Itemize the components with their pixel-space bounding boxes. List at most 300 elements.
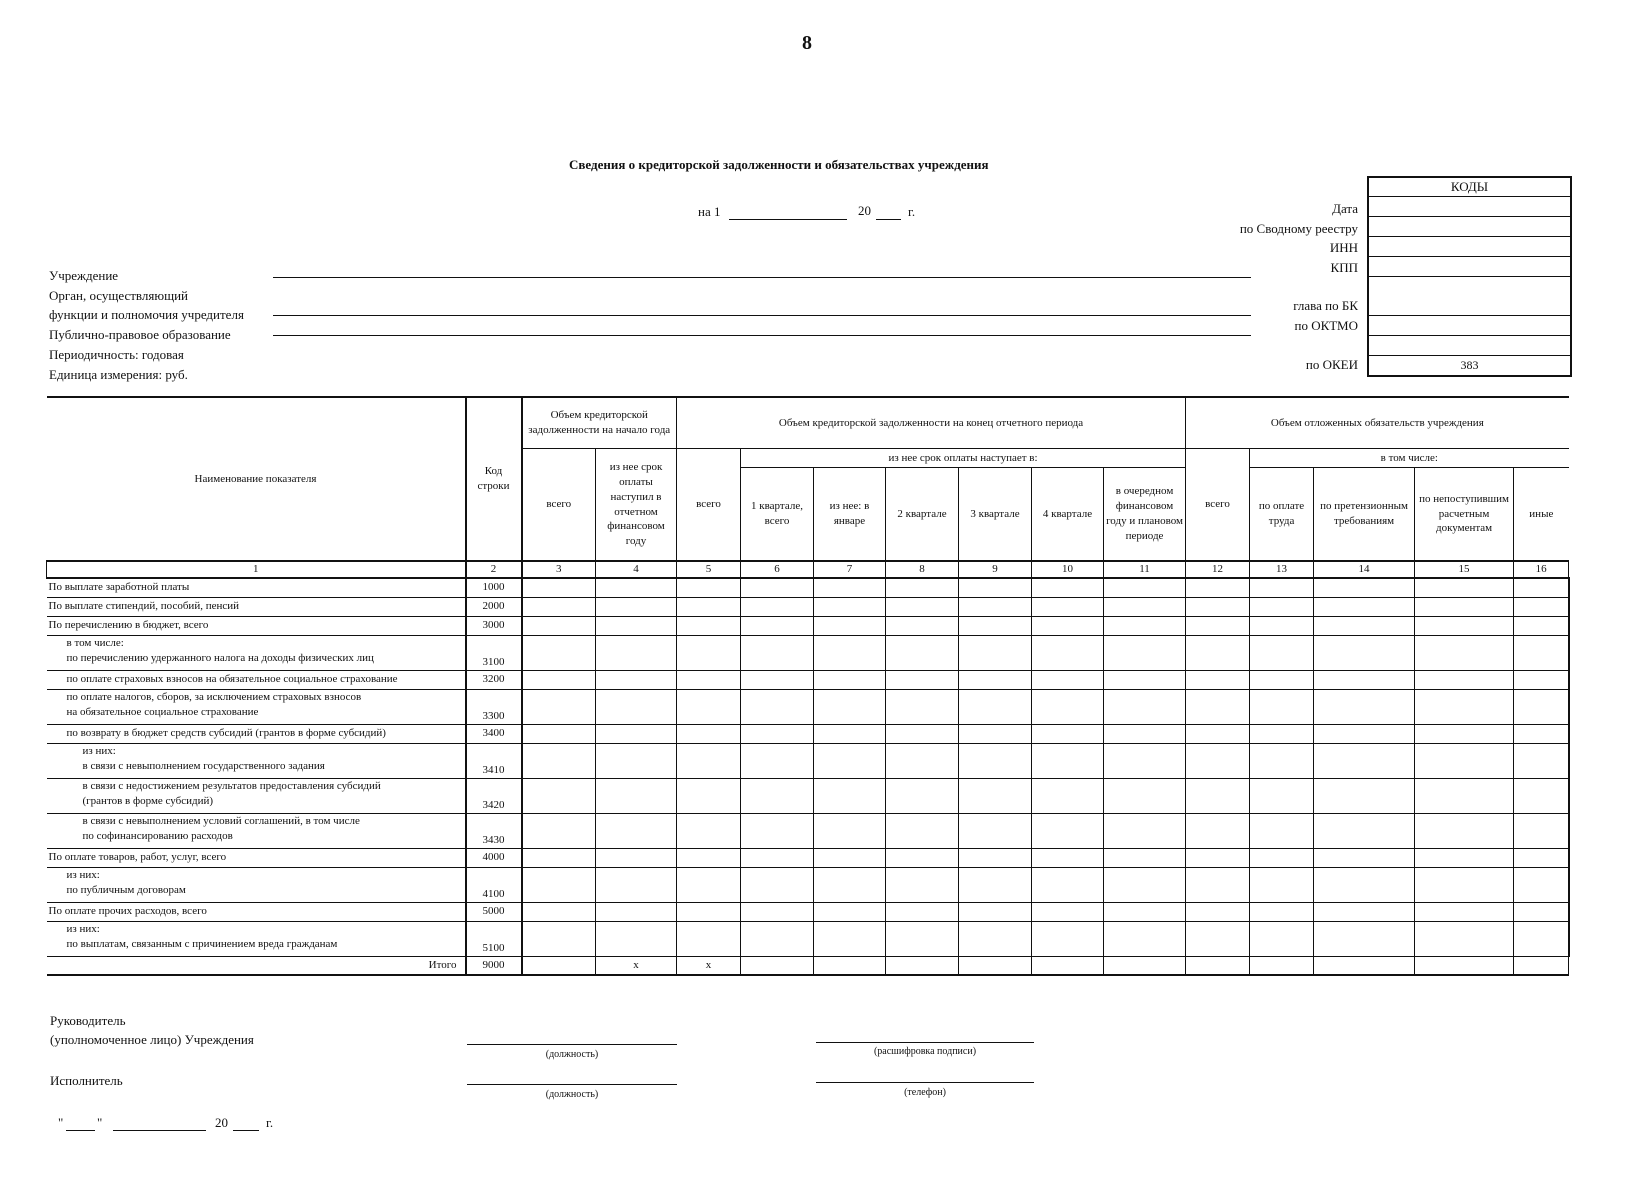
value-cell[interactable] <box>1314 778 1415 813</box>
value-cell[interactable] <box>886 689 959 724</box>
total-cell[interactable] <box>886 956 959 975</box>
value-cell[interactable] <box>1104 635 1186 670</box>
value-cell[interactable] <box>1314 848 1415 867</box>
value-cell[interactable] <box>1314 867 1415 902</box>
value-cell[interactable] <box>1104 848 1186 867</box>
value-cell[interactable] <box>1250 813 1314 848</box>
value-cell[interactable] <box>1415 813 1514 848</box>
value-cell[interactable] <box>677 902 741 921</box>
header-q4: 4 квартале <box>1032 468 1104 562</box>
value-cell[interactable] <box>814 743 886 778</box>
institution-field[interactable] <box>273 277 1251 278</box>
column-number: 5 <box>677 561 741 578</box>
total-code: 9000 <box>466 956 522 975</box>
value-cell[interactable] <box>959 743 1032 778</box>
value-cell[interactable] <box>1032 597 1104 616</box>
value-cell[interactable] <box>1032 578 1104 598</box>
value-cell[interactable] <box>959 867 1032 902</box>
value-cell[interactable] <box>1186 778 1250 813</box>
value-cell[interactable] <box>596 616 677 635</box>
value-cell[interactable] <box>1032 670 1104 689</box>
date-year-prefix: 20 <box>858 203 871 218</box>
value-cell[interactable] <box>741 743 814 778</box>
value-cell[interactable] <box>522 724 596 743</box>
value-cell[interactable] <box>1514 724 1569 743</box>
value-cell[interactable] <box>596 743 677 778</box>
date-year-field[interactable] <box>876 219 901 220</box>
label-kpp: КПП <box>1330 260 1358 275</box>
value-cell[interactable] <box>886 902 959 921</box>
value-cell[interactable] <box>741 670 814 689</box>
executor-phone-field[interactable] <box>816 1082 1034 1083</box>
table-row <box>47 867 1569 902</box>
column-number: 7 <box>814 561 886 578</box>
value-cell[interactable] <box>741 867 814 902</box>
label-head: Руководитель <box>50 1013 126 1028</box>
value-cell[interactable] <box>1104 921 1186 956</box>
row-name-text: По выплате заработной платы <box>48 581 190 594</box>
header-name: Наименование показателя <box>47 397 466 561</box>
value-cell[interactable] <box>886 743 959 778</box>
value-cell[interactable] <box>1514 902 1569 921</box>
value-cell[interactable] <box>1314 743 1415 778</box>
label-okei: по ОКЕИ <box>1305 357 1358 372</box>
value-cell[interactable] <box>1514 848 1569 867</box>
value-cell[interactable] <box>1104 616 1186 635</box>
value-cell[interactable] <box>596 921 677 956</box>
value-cell[interactable] <box>677 670 741 689</box>
value-cell[interactable] <box>886 670 959 689</box>
value-cell[interactable] <box>741 778 814 813</box>
value-cell[interactable] <box>1415 902 1514 921</box>
label-public-entity: Публично-правовое образование <box>49 327 231 342</box>
table-row <box>47 724 1569 743</box>
row-code: 5000 <box>466 902 522 921</box>
value-cell[interactable] <box>741 813 814 848</box>
value-cell[interactable] <box>596 902 677 921</box>
value-cell[interactable] <box>814 635 886 670</box>
code-empty-field[interactable] <box>1369 336 1570 356</box>
value-cell[interactable] <box>741 921 814 956</box>
value-cell[interactable] <box>1415 635 1514 670</box>
value-cell[interactable] <box>1032 778 1104 813</box>
value-cell[interactable] <box>677 813 741 848</box>
value-cell[interactable] <box>522 743 596 778</box>
value-cell[interactable] <box>1032 689 1104 724</box>
value-cell[interactable] <box>522 848 596 867</box>
value-cell[interactable] <box>522 689 596 724</box>
value-cell[interactable] <box>1250 616 1314 635</box>
table-row <box>47 902 1569 921</box>
value-cell[interactable] <box>1186 724 1250 743</box>
value-cell[interactable] <box>1186 813 1250 848</box>
row-code: 1000 <box>466 578 522 598</box>
column-number: 6 <box>741 561 814 578</box>
column-number: 16 <box>1514 561 1569 578</box>
value-cell[interactable] <box>1032 921 1104 956</box>
value-cell[interactable] <box>1250 597 1314 616</box>
value-cell[interactable] <box>1514 813 1569 848</box>
column-number: 2 <box>466 561 522 578</box>
value-cell[interactable] <box>814 848 886 867</box>
column-number: 4 <box>596 561 677 578</box>
value-cell[interactable] <box>959 635 1032 670</box>
value-cell[interactable] <box>886 778 959 813</box>
value-cell[interactable] <box>814 670 886 689</box>
head-decoding-field[interactable] <box>816 1042 1034 1043</box>
value-cell[interactable] <box>814 778 886 813</box>
value-cell[interactable] <box>677 597 741 616</box>
value-cell[interactable] <box>1186 902 1250 921</box>
value-cell[interactable] <box>1186 743 1250 778</box>
value-cell[interactable] <box>1032 867 1104 902</box>
table-row <box>47 670 1569 689</box>
value-cell[interactable] <box>522 635 596 670</box>
value-cell[interactable] <box>1186 921 1250 956</box>
row-code: 2000 <box>466 597 522 616</box>
value-cell[interactable] <box>1415 578 1514 598</box>
row-name <box>47 743 466 778</box>
value-cell[interactable] <box>522 597 596 616</box>
value-cell[interactable] <box>522 902 596 921</box>
value-cell[interactable] <box>596 848 677 867</box>
value-cell[interactable] <box>522 921 596 956</box>
code-registry-field[interactable] <box>1369 217 1570 237</box>
value-cell[interactable] <box>1186 616 1250 635</box>
value-cell[interactable] <box>886 635 959 670</box>
value-cell[interactable] <box>959 670 1032 689</box>
total-cell[interactable] <box>814 956 886 975</box>
value-cell[interactable] <box>886 578 959 598</box>
value-cell[interactable] <box>814 813 886 848</box>
sign-year-field[interactable] <box>233 1130 259 1131</box>
label-registry: по Сводному реестру <box>1239 221 1358 236</box>
value-cell[interactable] <box>1250 635 1314 670</box>
value-cell[interactable] <box>886 848 959 867</box>
total-cell[interactable] <box>1415 956 1514 975</box>
header-end-total: всего <box>677 449 741 562</box>
value-cell[interactable] <box>959 902 1032 921</box>
value-cell[interactable] <box>1250 921 1314 956</box>
value-cell[interactable] <box>522 670 596 689</box>
total-cell[interactable] <box>1186 956 1250 975</box>
code-oktmo-field[interactable] <box>1369 316 1570 336</box>
label-date: Дата <box>1332 201 1358 216</box>
value-cell[interactable] <box>1250 724 1314 743</box>
total-cell[interactable] <box>741 956 814 975</box>
total-x-cell: x <box>596 956 677 975</box>
value-cell[interactable] <box>1104 902 1186 921</box>
value-cell[interactable] <box>886 867 959 902</box>
value-cell[interactable] <box>677 867 741 902</box>
value-cell[interactable] <box>596 635 677 670</box>
value-cell[interactable] <box>677 635 741 670</box>
value-cell[interactable] <box>1415 724 1514 743</box>
table-row <box>47 743 1569 778</box>
date-year-suffix: г. <box>908 204 916 219</box>
row-name <box>47 689 466 724</box>
value-cell[interactable] <box>1415 921 1514 956</box>
value-cell[interactable] <box>959 778 1032 813</box>
row-name-text: по возврату в бюджет средств субсидий (грантов в форме субсидий) <box>66 727 386 740</box>
row-name-prefix: из них: <box>66 868 100 881</box>
total-cell[interactable] <box>959 956 1032 975</box>
value-cell[interactable] <box>1250 670 1314 689</box>
value-cell[interactable] <box>596 670 677 689</box>
value-cell[interactable] <box>1250 689 1314 724</box>
header-docs: по непоступившим расчетным документам <box>1415 468 1514 562</box>
row-name <box>47 670 466 689</box>
row-name-text: по выплатам, связанным с причинением вреда гражданам <box>66 937 338 950</box>
value-cell[interactable] <box>1415 670 1514 689</box>
row-name <box>47 616 466 635</box>
value-cell[interactable] <box>1186 597 1250 616</box>
value-cell[interactable] <box>677 616 741 635</box>
code-kpp-field[interactable] <box>1369 257 1570 277</box>
value-cell[interactable] <box>1032 635 1104 670</box>
row-name-text: на обязательное социальное страхование <box>66 705 259 718</box>
row-name <box>47 848 466 867</box>
value-cell[interactable] <box>1032 743 1104 778</box>
value-cell[interactable] <box>1415 616 1514 635</box>
value-cell[interactable] <box>741 724 814 743</box>
value-cell[interactable] <box>596 778 677 813</box>
value-cell[interactable] <box>886 616 959 635</box>
value-cell[interactable] <box>1314 616 1415 635</box>
date-day-month-field[interactable] <box>729 219 847 220</box>
value-cell[interactable] <box>1514 867 1569 902</box>
value-cell[interactable] <box>741 578 814 598</box>
header-january: из нее: в январе <box>814 468 886 562</box>
value-cell[interactable] <box>677 743 741 778</box>
column-number: 12 <box>1186 561 1250 578</box>
row-code: 4100 <box>466 867 522 902</box>
value-cell[interactable] <box>677 778 741 813</box>
sign-day-field[interactable] <box>66 1130 95 1131</box>
value-cell[interactable] <box>1250 578 1314 598</box>
total-cell[interactable] <box>1250 956 1314 975</box>
value-cell[interactable] <box>1104 689 1186 724</box>
value-cell[interactable] <box>1032 813 1104 848</box>
value-cell[interactable] <box>1186 578 1250 598</box>
value-cell[interactable] <box>522 778 596 813</box>
value-cell[interactable] <box>741 635 814 670</box>
label-head-authorized: (уполномоченное лицо) Учреждения <box>50 1032 254 1047</box>
value-cell[interactable] <box>1415 848 1514 867</box>
value-cell[interactable] <box>596 597 677 616</box>
value-cell[interactable] <box>596 689 677 724</box>
value-cell[interactable] <box>1250 867 1314 902</box>
value-cell[interactable] <box>814 867 886 902</box>
value-cell[interactable] <box>1104 578 1186 598</box>
value-cell[interactable] <box>1186 670 1250 689</box>
value-cell[interactable] <box>522 813 596 848</box>
value-cell[interactable] <box>1104 670 1186 689</box>
value-cell[interactable] <box>1314 670 1415 689</box>
value-cell[interactable] <box>1514 635 1569 670</box>
header-start-of-year: Объем кредиторской задолженности на начало года <box>522 397 677 449</box>
value-cell[interactable] <box>814 578 886 598</box>
value-cell[interactable] <box>741 597 814 616</box>
value-cell[interactable] <box>741 616 814 635</box>
column-number: 3 <box>522 561 596 578</box>
code-date-field[interactable] <box>1369 197 1570 217</box>
value-cell[interactable] <box>1415 597 1514 616</box>
row-code: 3430 <box>466 813 522 848</box>
value-cell[interactable] <box>886 921 959 956</box>
value-cell[interactable] <box>677 921 741 956</box>
value-cell[interactable] <box>522 867 596 902</box>
value-cell[interactable] <box>886 813 959 848</box>
value-cell[interactable] <box>959 616 1032 635</box>
row-name-text: По оплате прочих расходов, всего <box>48 905 207 918</box>
organ-field[interactable] <box>273 315 1251 316</box>
row-code: 3000 <box>466 616 522 635</box>
value-cell[interactable] <box>1104 813 1186 848</box>
value-cell[interactable] <box>1250 743 1314 778</box>
value-cell[interactable] <box>741 689 814 724</box>
value-cell[interactable] <box>1250 902 1314 921</box>
row-name-text: по публичным договорам <box>66 883 186 896</box>
value-cell[interactable] <box>1314 813 1415 848</box>
row-code: 3200 <box>466 670 522 689</box>
value-cell[interactable] <box>596 724 677 743</box>
column-number: 11 <box>1104 561 1186 578</box>
total-cell[interactable] <box>1314 956 1415 975</box>
header-start-due: из нее срок оплаты наступил в отчетном финансовом году <box>596 449 677 562</box>
value-cell[interactable] <box>1186 848 1250 867</box>
value-cell[interactable] <box>522 616 596 635</box>
value-cell[interactable] <box>1250 848 1314 867</box>
value-cell[interactable] <box>1032 724 1104 743</box>
value-cell[interactable] <box>814 597 886 616</box>
value-cell[interactable] <box>1104 724 1186 743</box>
column-number: 1 <box>47 561 466 578</box>
value-cell[interactable] <box>1514 921 1569 956</box>
sign-month-field[interactable] <box>113 1130 206 1131</box>
row-name-prefix: в связи с невыполнением условий соглашений, в том числе <box>82 814 360 827</box>
value-cell[interactable] <box>1514 689 1569 724</box>
value-cell[interactable] <box>886 597 959 616</box>
code-inn-field[interactable] <box>1369 237 1570 257</box>
value-cell[interactable] <box>1314 635 1415 670</box>
value-cell[interactable] <box>1032 902 1104 921</box>
value-cell[interactable] <box>1415 867 1514 902</box>
value-cell[interactable] <box>596 578 677 598</box>
value-cell[interactable] <box>1514 778 1569 813</box>
table-row <box>47 921 1569 956</box>
value-cell[interactable] <box>959 724 1032 743</box>
codes-box <box>1367 176 1572 377</box>
value-cell[interactable] <box>959 848 1032 867</box>
label-institution: Учреждение <box>49 268 119 283</box>
table-row <box>47 616 1569 635</box>
value-cell[interactable] <box>741 902 814 921</box>
value-cell[interactable] <box>677 724 741 743</box>
date-quote-open: " <box>58 1115 64 1130</box>
column-number: 8 <box>886 561 959 578</box>
value-cell[interactable] <box>1514 578 1569 598</box>
value-cell[interactable] <box>1104 778 1186 813</box>
row-name <box>47 578 466 598</box>
value-cell[interactable] <box>1314 597 1415 616</box>
value-cell[interactable] <box>1314 921 1415 956</box>
value-cell[interactable] <box>1314 902 1415 921</box>
value-cell[interactable] <box>741 848 814 867</box>
value-cell[interactable] <box>1415 743 1514 778</box>
row-name <box>47 597 466 616</box>
value-cell[interactable] <box>886 724 959 743</box>
value-cell[interactable] <box>1314 578 1415 598</box>
row-code: 3100 <box>466 635 522 670</box>
value-cell[interactable] <box>677 578 741 598</box>
value-cell[interactable] <box>596 813 677 848</box>
value-cell[interactable] <box>1514 597 1569 616</box>
sign-year-prefix: 20 <box>215 1115 228 1130</box>
total-cell[interactable] <box>1514 956 1569 975</box>
column-number: 10 <box>1032 561 1104 578</box>
value-cell[interactable] <box>1186 635 1250 670</box>
head-position-field[interactable] <box>467 1044 677 1045</box>
value-cell[interactable] <box>1104 743 1186 778</box>
total-label: Итого <box>47 956 466 975</box>
value-cell[interactable] <box>677 848 741 867</box>
value-cell[interactable] <box>1032 848 1104 867</box>
value-cell[interactable] <box>1314 689 1415 724</box>
column-number: 14 <box>1314 561 1415 578</box>
executor-position-field[interactable] <box>467 1084 677 1085</box>
value-cell[interactable] <box>1186 867 1250 902</box>
page-number: 8 <box>802 32 812 54</box>
value-cell[interactable] <box>959 921 1032 956</box>
value-cell[interactable] <box>1314 724 1415 743</box>
value-cell[interactable] <box>1250 778 1314 813</box>
value-cell[interactable] <box>959 689 1032 724</box>
row-code: 5100 <box>466 921 522 956</box>
value-cell[interactable] <box>959 597 1032 616</box>
value-cell[interactable] <box>1415 689 1514 724</box>
code-bk-field[interactable] <box>1369 277 1570 316</box>
value-cell[interactable] <box>1415 778 1514 813</box>
value-cell[interactable] <box>1186 689 1250 724</box>
header-claims: по претензионным требованиям <box>1314 468 1415 562</box>
value-cell[interactable] <box>814 902 886 921</box>
value-cell[interactable] <box>1514 670 1569 689</box>
value-cell[interactable] <box>814 921 886 956</box>
value-cell[interactable] <box>959 813 1032 848</box>
total-cell[interactable] <box>522 956 596 975</box>
value-cell[interactable] <box>1514 616 1569 635</box>
value-cell[interactable] <box>1514 743 1569 778</box>
row-code: 3300 <box>466 689 522 724</box>
row-name-text: (грантов в форме субсидий) <box>82 794 214 807</box>
value-cell[interactable] <box>1104 867 1186 902</box>
value-cell[interactable] <box>959 578 1032 598</box>
row-code: 3400 <box>466 724 522 743</box>
value-cell[interactable] <box>522 578 596 598</box>
value-cell[interactable] <box>596 867 677 902</box>
table-row <box>47 848 1569 867</box>
value-cell[interactable] <box>1104 597 1186 616</box>
value-cell[interactable] <box>814 689 886 724</box>
public-entity-field[interactable] <box>273 335 1251 336</box>
value-cell[interactable] <box>814 616 886 635</box>
total-cell[interactable] <box>1104 956 1186 975</box>
value-cell[interactable] <box>1032 616 1104 635</box>
value-cell[interactable] <box>814 724 886 743</box>
value-cell[interactable] <box>677 689 741 724</box>
total-cell[interactable] <box>1032 956 1104 975</box>
